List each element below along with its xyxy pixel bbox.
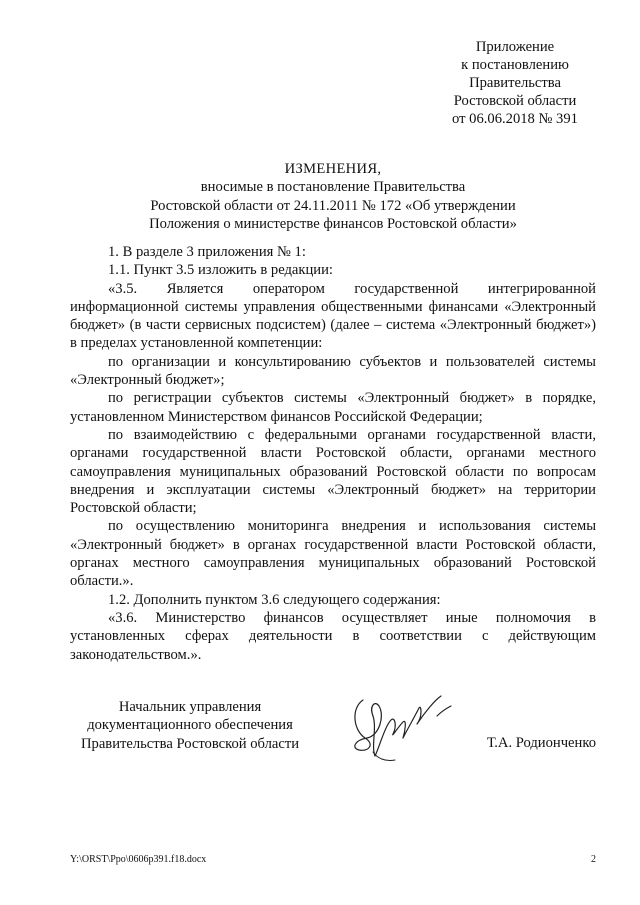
paragraph: по организации и консультированию субъектов и пользователей системы «Электронный бюджет»; [70,353,596,389]
document-title: ИЗМЕНЕНИЯ, [284,161,382,177]
document-subtitle-line: Положения о министерстве финансов Ростовской области» [149,215,517,232]
appendix-line: Приложение [475,39,555,55]
appendix-line: к постановлению [461,57,569,73]
document-heading [70,160,596,233]
paragraph: «3.6. Министерство финансов осуществляет иные полномочия в установленных сферах деятельности в соответствии с действующим законодательством.». [70,609,596,663]
appendix-line: от 06.06.2018 № 391 [452,111,578,127]
appendix-block [420,38,610,128]
signatory-position-line: Начальник управления [118,699,262,715]
document-subtitle-line: вносимые в постановление Правительства [200,179,466,196]
paragraph: 1. В разделе 3 приложения № 1: [108,244,306,260]
page-number: 2 [591,854,596,865]
document-subtitle-line: Ростовской области от 24.11.2011 № 172 «Об утверждении [150,197,516,214]
signatory-position-line: Правительства Ростовской области [80,735,300,752]
signatory-position [70,698,310,753]
file-path: Y:\ORST\Ppo\0606p391.f18.docx [70,854,207,865]
signatory-name: Т.А. Родионченко [486,735,596,751]
signatory-position-line: документационного обеспечения [87,717,293,734]
paragraph: 1.2. Дополнить пунктом 3.6 следующего содержания: [108,591,441,608]
paragraph: 1.1. Пункт 3.5 изложить в редакции: [108,262,333,279]
paragraph: по осуществлению мониторинга внедрения и использования системы «Электронный бюджет» в органах государственной власти Ростовской области, органах местного самоуправления муниципальных образований Ростовской области.». [70,518,596,590]
handwritten-signature [345,686,455,766]
appendix-line: Ростовской области [453,93,577,109]
paragraph: «3.5. Является оператором государственной интегрированной информационной системы управления общественными финансами «Электронный бюджет» (в части сервисных подсистем) (далее – система «Электронный бюджет») в пределах установленной компетенции: [70,280,596,352]
paragraph: по взаимодействию с федеральными органами государственной власти, органами государственной власти Ростовской области, органами местного самоуправления муниципальных образований Ростовской области по вопросам внедрения и эксплуатации системы «Электронный бюджет» на территории Ростовской области; [70,426,596,517]
paragraph: по регистрации субъектов системы «Электронный бюджет» в порядке, установленном Министерством финансов Российской Федерации; [70,390,596,425]
appendix-line: Правительства [469,75,561,91]
document-body [70,243,596,664]
